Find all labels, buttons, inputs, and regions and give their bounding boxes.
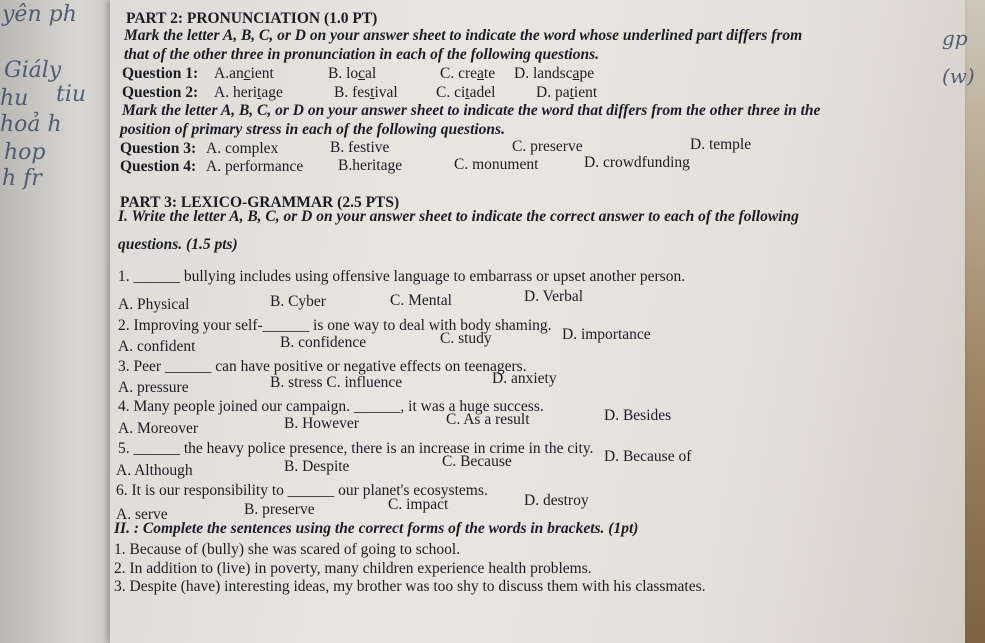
option-b (328, 65, 376, 83)
option-a: A. Although (116, 462, 193, 479)
option-d: D. Verbal (524, 288, 584, 305)
exercise-item: 2. In addition to (live) in poverty, many children experience health problems. (114, 560, 592, 577)
option-text: C. ci (436, 84, 466, 101)
option-a: A. pressure (118, 379, 189, 396)
option-d: D. temple (690, 136, 752, 153)
option-text: pe (579, 65, 595, 82)
option-b: B. festive (330, 139, 390, 156)
option-a: A. Physical (118, 296, 190, 313)
question-stem: 5. ______ the heavy police presence, there is an increase in crime in the city. (118, 440, 594, 457)
option-c (440, 65, 495, 83)
option-d: D. importance (562, 326, 651, 343)
question-stem: 3. Peer ______ can have positive or negative effects on teenagers. (118, 358, 527, 375)
question-stem: 1. ______ bullying includes using offensive language to embarrass or upset another person. (118, 268, 686, 285)
option-text: al (365, 65, 377, 82)
part2-instruction: that of the other three in pronunciation in each of the following questions. (124, 46, 599, 63)
question-stem: 4. Many people joined our campaign. ______, it was a huge success. (118, 398, 544, 415)
option-text: ival (374, 84, 398, 101)
underlined-part: t (370, 84, 375, 101)
underlined-part: c (243, 65, 251, 82)
part2-title: PART 2: PRONUNCIATION (1.0 PT) (126, 10, 378, 27)
option-d: D. Because of (604, 448, 692, 465)
underlined-part: a (572, 65, 580, 82)
option-text: te (483, 65, 496, 82)
option-d: D. destroy (524, 492, 589, 509)
question-label: Question 1: (122, 65, 199, 82)
option-text: adel (469, 84, 496, 101)
option-a (214, 84, 283, 102)
part3-title: PART 3: LEXICO-GRAMMAR (2.5 PTS) (120, 194, 400, 211)
option-b: B. Cyber (270, 293, 326, 310)
part2-instruction: Mark the letter A, B, C, or D on your answer sheet to indicate the word that differs from the other three in the (122, 102, 821, 119)
option-text: A.an (214, 65, 244, 82)
underlined-part: t (465, 84, 470, 101)
margin-note: Giály (4, 58, 62, 83)
question-1 (122, 65, 198, 83)
section-2-title: II. : Complete the sentences using the correct forms of the words in brackets. (1pt) (114, 520, 639, 537)
question-label: Question 2: (122, 84, 199, 101)
option-b: B. preserve (244, 501, 315, 518)
option-b: B. Despite (284, 458, 350, 475)
option-c: C. Mental (390, 292, 452, 309)
question-2 (122, 84, 198, 102)
exercise-item: 1. Because of (bully) she was scared of going to school. (114, 541, 461, 558)
option-b: B. confidence (280, 334, 367, 351)
margin-note: tiu (56, 82, 87, 107)
left-notebook-page (0, 0, 118, 643)
margin-note: h fr (2, 166, 42, 191)
question-stem: 2. Improving your self-______ is one way to deal with body shaming. (118, 317, 552, 334)
question-stem: 6. It is our responsibility to ______ our planet's ecosystems. (116, 482, 488, 499)
option-c: C. impact (388, 496, 449, 513)
option-d (514, 65, 594, 83)
underlined-part: t (569, 84, 574, 101)
exercise-item: 3. Despite (have) interesting ideas, my brother was too shy to discuss them with his classmates. (114, 578, 706, 595)
part2-instruction: Mark the letter A, B, C, or D on your answer sheet to indicate the word whose underlined part differs from (124, 27, 803, 44)
option-c (436, 84, 495, 102)
underlined-part: t (257, 84, 262, 101)
part2-instruction: position of primary stress in each of the following questions. (120, 121, 505, 138)
option-a (214, 65, 274, 83)
margin-note: hu (0, 86, 29, 111)
option-a: A. confident (118, 338, 196, 355)
option-c: C. preserve (512, 138, 583, 155)
option-a: A. performance (206, 158, 304, 175)
underlined-part: c (358, 65, 366, 82)
option-a: A. complex (206, 140, 279, 157)
option-b (334, 84, 398, 102)
margin-note: gp (942, 26, 968, 50)
option-bc: B. stress C. influence (270, 374, 403, 391)
option-text: D. landsc (514, 65, 573, 82)
option-text: ient (250, 65, 274, 82)
section-1-instruction: I. Write the letter A, B, C, or D on your answer sheet to indicate the correct answer to each of the following (118, 208, 799, 225)
option-text: B. lo (328, 65, 359, 82)
option-b: B.heritage (338, 157, 403, 174)
section-1-instruction: questions. (1.5 pts) (118, 236, 238, 253)
underlined-part: a (477, 65, 484, 82)
margin-note: hoả h (0, 112, 62, 137)
option-c: C. monument (454, 156, 539, 173)
option-text: A. heri (214, 84, 258, 101)
option-d (536, 84, 597, 102)
option-text: age (261, 84, 283, 101)
option-a: A. serve (116, 506, 168, 523)
option-text: B. fes (334, 84, 371, 101)
question-label: Question 4: (120, 158, 197, 175)
option-c: C. study (440, 330, 492, 347)
option-text: ient (573, 84, 598, 101)
option-d: D. anxiety (492, 370, 557, 387)
question-label: Question 3: (120, 140, 197, 157)
option-c: C. As a result (446, 411, 530, 428)
option-d: D. crowdfunding (584, 154, 690, 171)
option-text: D. pa (536, 84, 570, 101)
option-b: B. However (284, 415, 359, 432)
margin-note: yên ph (2, 2, 77, 27)
margin-note: hop (4, 140, 46, 165)
option-text: C. cre (440, 65, 478, 82)
option-d: D. Besides (604, 407, 672, 424)
option-a: A. Moreover (118, 420, 199, 437)
option-c: C. Because (442, 453, 512, 470)
margin-note: (w) (942, 64, 975, 88)
